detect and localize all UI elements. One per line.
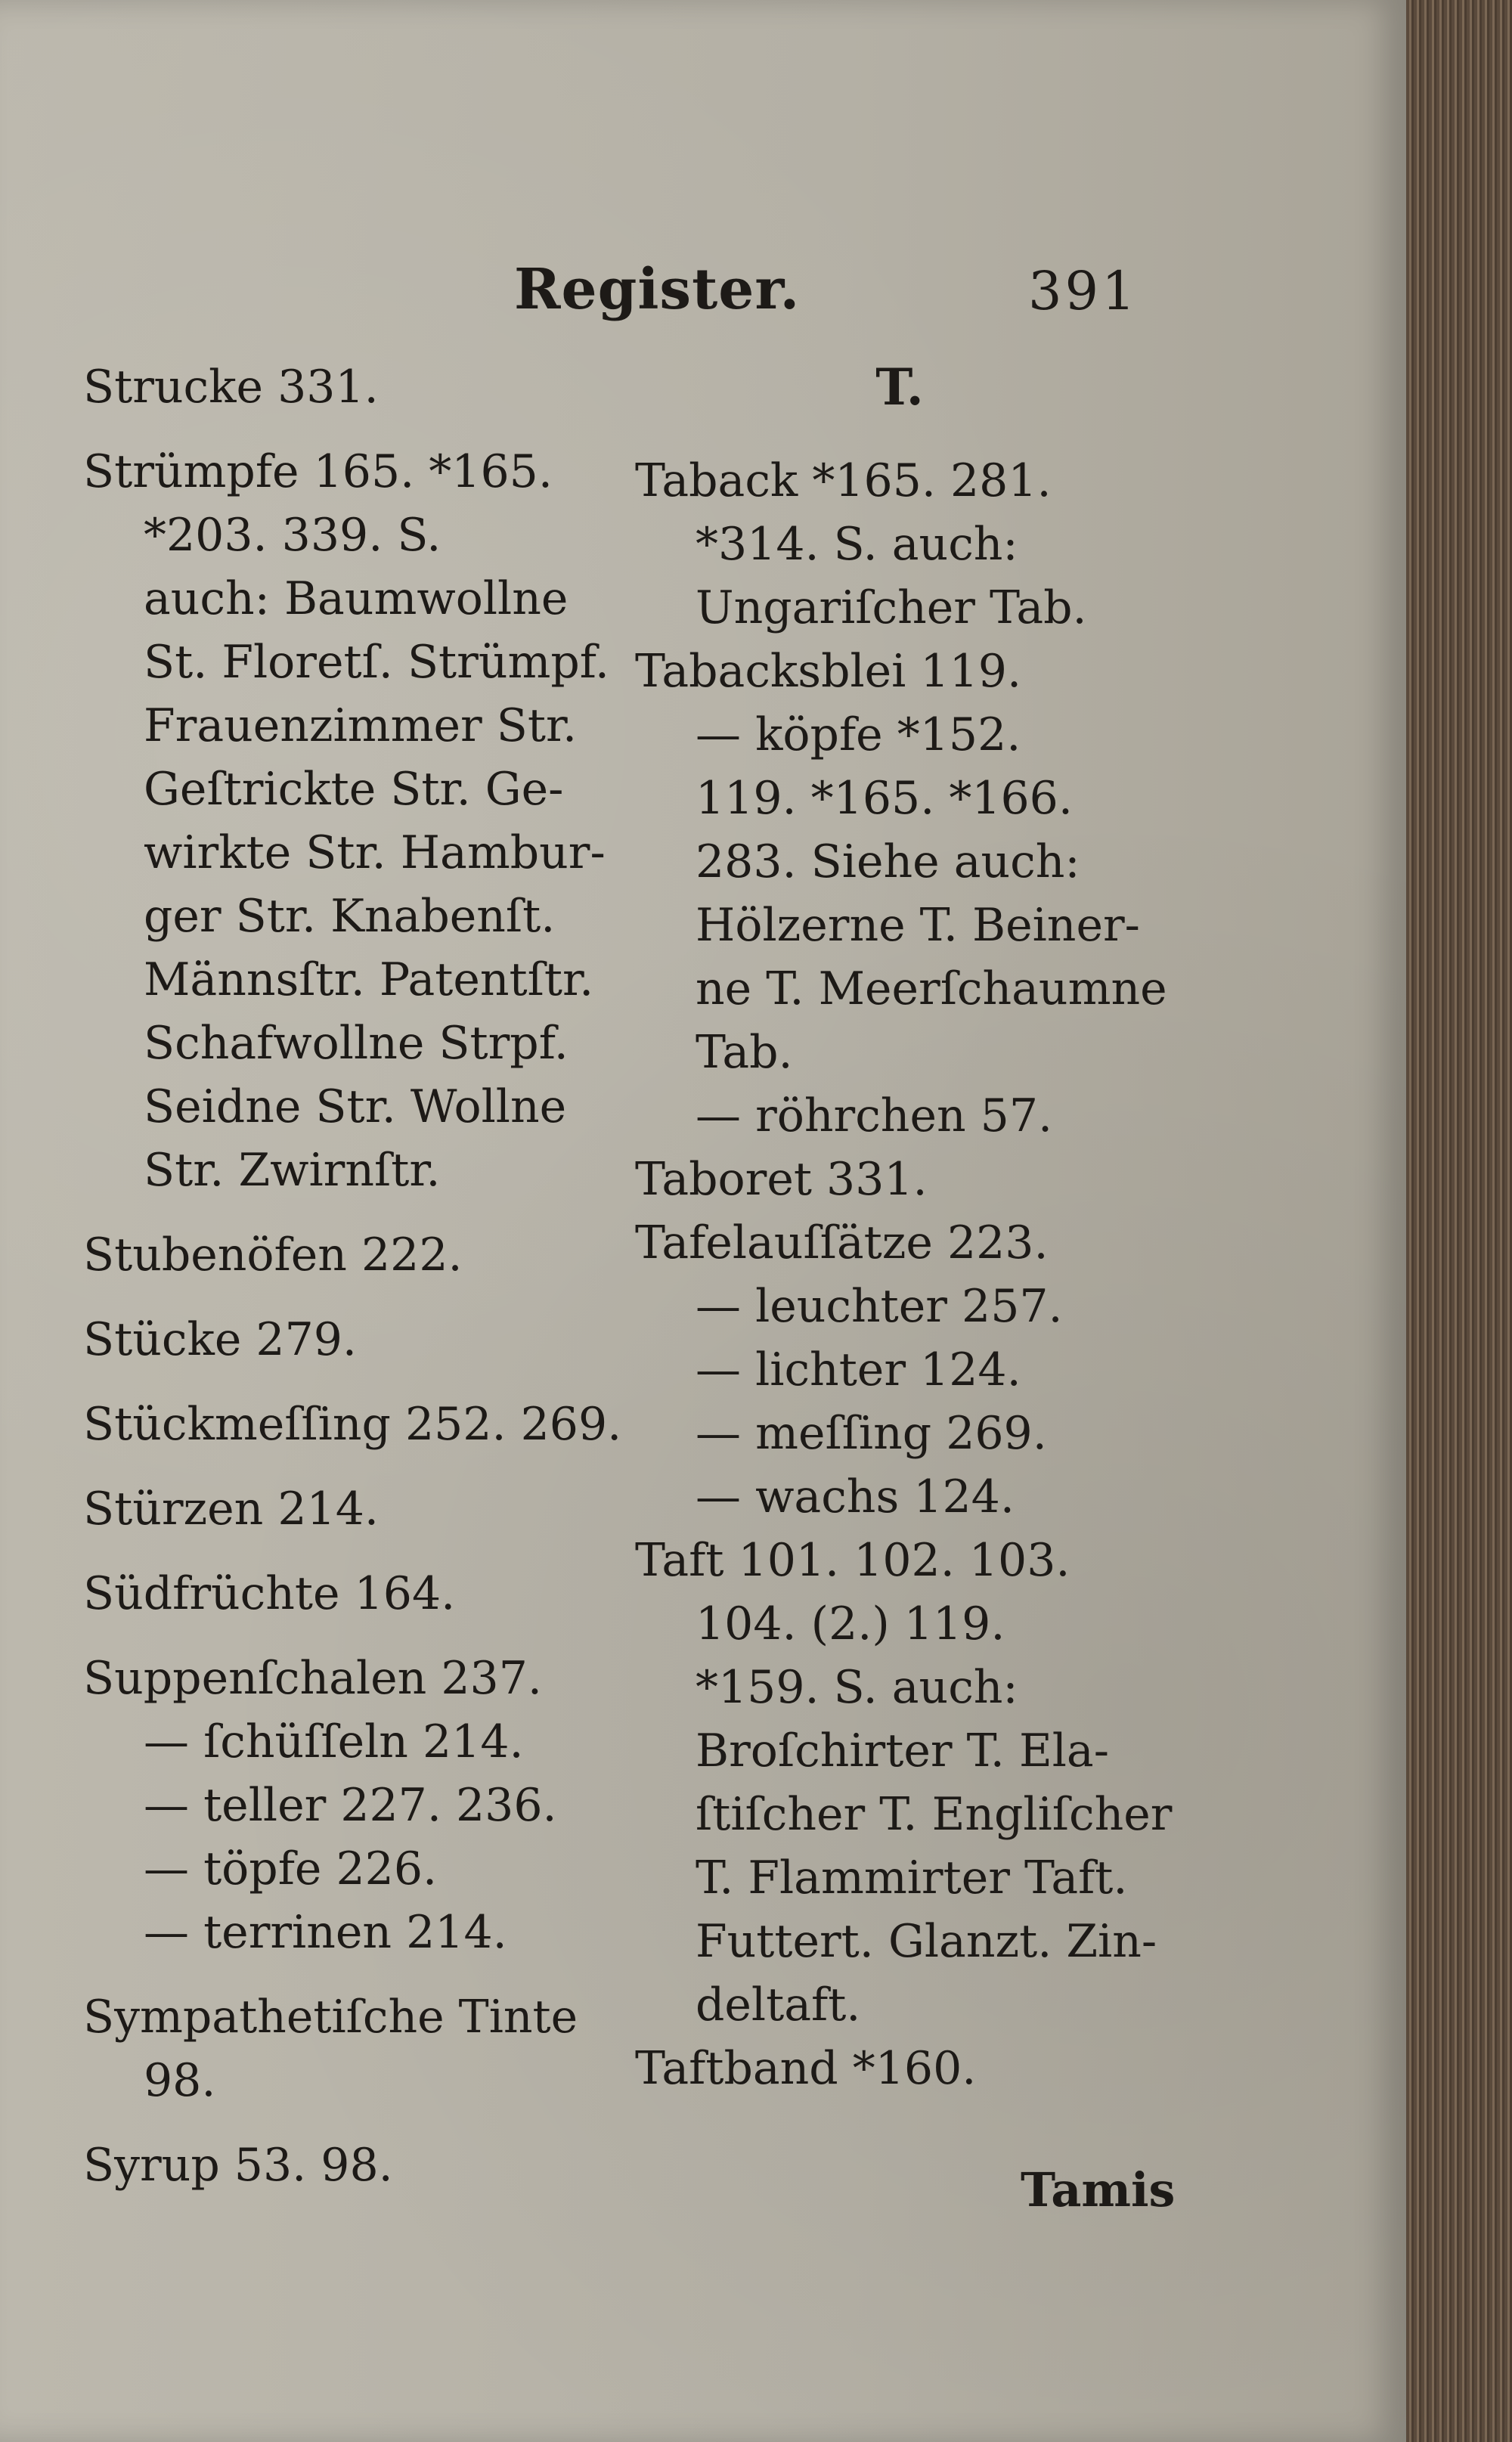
- left-column: [83, 355, 622, 2197]
- index-entry: [83, 1223, 612, 1287]
- index-entry: [635, 449, 1164, 640]
- index-entry: [635, 703, 1167, 1084]
- entry-continuation-line: *203. 339. S.: [144, 509, 442, 562]
- entry-headword-line: Syrup 53. 98.: [83, 2139, 393, 2192]
- catchword: Tamis: [1021, 2162, 1176, 2217]
- entry-continuation-line: Ungariſcher Tab.: [696, 581, 1087, 634]
- section-letter: T.: [875, 358, 924, 417]
- index-entry: [635, 1338, 1164, 1402]
- index-entry: [635, 1529, 1173, 2037]
- entry-headword-line: — lichter 124.: [696, 1343, 1021, 1396]
- index-entry: [83, 1308, 612, 1371]
- index-entry: [83, 1477, 612, 1541]
- entry-headword-line: — köpfe *152.: [696, 708, 1021, 761]
- entry-continuation-line: Seidne Str. Wollne: [144, 1080, 567, 1133]
- index-entry: [635, 1465, 1164, 1529]
- entry-headword-line: Strümpfe 165. *165.: [83, 445, 553, 498]
- entry-headword-line: Taftband *160.: [635, 2042, 977, 2095]
- index-entry: [83, 1710, 612, 1774]
- entry-continuation-line: Geſtrickte Str. Ge-: [144, 763, 564, 816]
- entry-continuation-line: 98.: [144, 2054, 216, 2107]
- entry-continuation-line: *159. S. auch:: [696, 1661, 1018, 1714]
- entry-headword-line: Stücke 279.: [83, 1313, 357, 1366]
- index-entry: [83, 1837, 612, 1901]
- entry-headword-line: Stubenöfen 222.: [83, 1229, 463, 1281]
- entry-continuation-line: auch: Baumwollne: [144, 572, 569, 625]
- entry-headword-line: — terrinen 214.: [144, 1906, 507, 1959]
- entry-continuation-line: ne T. Meerſchaumne: [696, 962, 1167, 1015]
- index-entry: [635, 1275, 1164, 1338]
- page-edge: [1406, 0, 1512, 2442]
- entry-continuation-line: ſtiſcher T. Engliſcher: [696, 1788, 1173, 1841]
- index-entry: [83, 1985, 612, 2112]
- entry-headword-line: — ſchüſſeln 214.: [144, 1715, 524, 1768]
- index-entry: [83, 1901, 612, 1964]
- entry-continuation-line: Broſchirter T. Ela-: [696, 1725, 1109, 1777]
- entry-continuation-line: 119. *165. *166.: [696, 772, 1073, 825]
- index-entry: [635, 1211, 1164, 1275]
- entry-continuation-line: St. Floretſ. Strümpf.: [144, 636, 609, 689]
- index-entry: [83, 2134, 612, 2197]
- entry-headword-line: — leuchter 257.: [696, 1280, 1063, 1333]
- entry-continuation-line: Frauenzimmer Str.: [144, 699, 578, 752]
- entry-headword-line: Strucke 331.: [83, 361, 379, 414]
- index-entry: [635, 2037, 1164, 2100]
- entry-continuation-line: T. Flammirter Taft.: [696, 1852, 1128, 1904]
- index-entry: [83, 1562, 612, 1625]
- index-entry: [635, 640, 1164, 703]
- index-entry: [83, 355, 612, 419]
- right-entries: [635, 449, 1173, 2100]
- running-title: Register.: [514, 257, 801, 322]
- page-header: [0, 257, 1406, 333]
- entry-continuation-line: Hölzerne T. Beiner-: [696, 899, 1140, 952]
- entry-continuation-line: ger Str. Knabenſt.: [144, 890, 556, 943]
- entry-continuation-line: Männsſtr. Patentſtr.: [144, 953, 594, 1006]
- entry-continuation-line: 104. (2.) 119.: [696, 1598, 1005, 1650]
- index-entry: [83, 440, 612, 1202]
- entry-headword-line: — meſſing 269.: [696, 1407, 1047, 1460]
- right-column: [635, 355, 1173, 2100]
- entry-continuation-line: Futtert. Glanzt. Zin-: [696, 1915, 1157, 1968]
- entry-continuation-line: Tab.: [696, 1026, 793, 1079]
- entry-headword-line: — röhrchen 57.: [696, 1089, 1053, 1142]
- entry-continuation-line: Schafwollne Strpf.: [144, 1017, 569, 1070]
- entry-headword-line: Stückmeſſing 252. 269.: [83, 1398, 622, 1451]
- entry-headword-line: — teller 227. 236.: [144, 1779, 557, 1832]
- entry-headword-line: Stürzen 214.: [83, 1483, 379, 1536]
- entry-headword-line: Taback *165. 281.: [635, 454, 1052, 507]
- entry-headword-line: Tabacksblei 119.: [635, 645, 1022, 698]
- entry-continuation-line: Str. Zwirnſtr.: [144, 1144, 441, 1197]
- index-entry: [635, 1402, 1164, 1465]
- entry-headword-line: Taboret 331.: [635, 1153, 928, 1206]
- entry-headword-line: Sympathetiſche Tinte: [83, 1991, 578, 2044]
- entry-headword-line: Suppenſchalen 237.: [83, 1652, 542, 1705]
- entry-headword-line: Südfrüchte 164.: [83, 1567, 456, 1620]
- entry-continuation-line: *314. S. auch:: [696, 518, 1018, 571]
- entry-headword-line: Tafelauſſätze 223.: [635, 1216, 1049, 1269]
- entry-continuation-line: deltaft.: [696, 1979, 861, 2031]
- entry-continuation-line: wirkte Str. Hambur-: [144, 826, 606, 879]
- page-number: 391: [1028, 260, 1139, 322]
- entry-headword-line: Taft 101. 102. 103.: [635, 1534, 1070, 1587]
- entry-headword-line: — wachs 124.: [696, 1470, 1015, 1523]
- index-entry: [83, 1647, 612, 1710]
- index-entry: [83, 1774, 612, 1837]
- index-entry: [635, 1148, 1164, 1211]
- entry-headword-line: — töpfe 226.: [144, 1842, 438, 1895]
- index-entry: [83, 1393, 622, 1456]
- entry-continuation-line: 283. Siehe auch:: [696, 835, 1080, 888]
- index-entry: [635, 1084, 1164, 1148]
